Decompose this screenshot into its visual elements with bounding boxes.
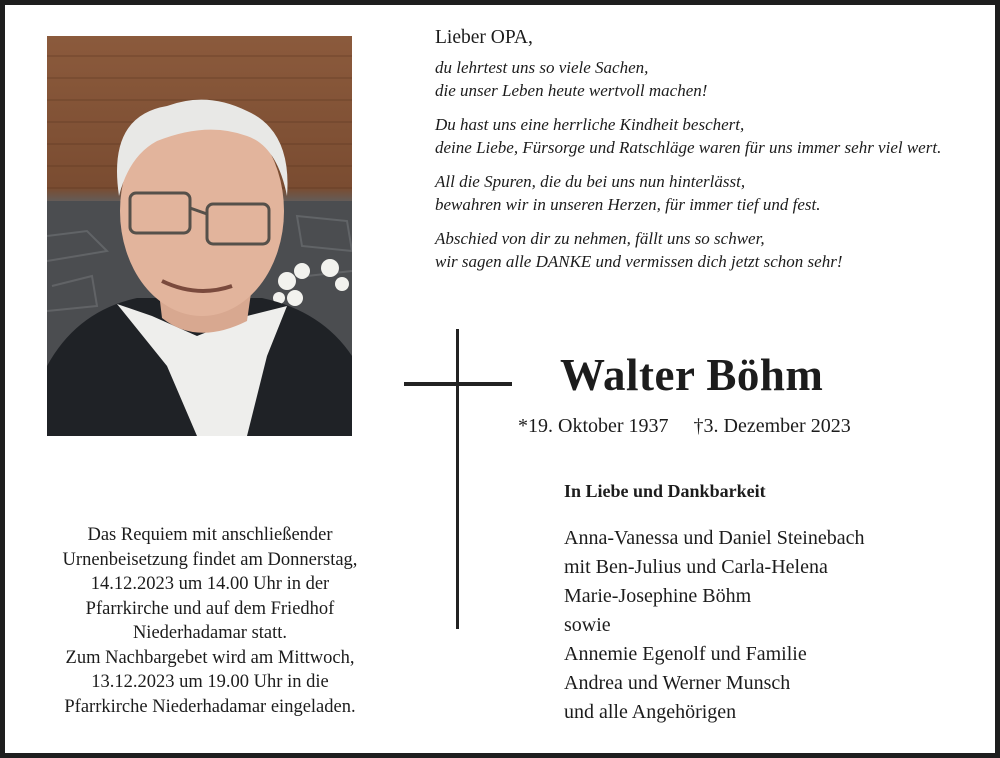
- portrait-photo: [47, 36, 352, 436]
- service-line: 13.12.2023 um 19.00 Uhr in die: [91, 672, 329, 692]
- poem-line: bewahren wir in unseren Herzen, für immer tief und fest.: [435, 194, 821, 214]
- service-line: Pfarrkirche Niederhadamar eingeladen.: [64, 696, 356, 717]
- poem-line: die unser Leben heute wertvoll machen!: [435, 80, 708, 100]
- farewell-poem: [435, 25, 975, 273]
- service-announcement: [25, 523, 395, 719]
- poem-line: deine Liebe, Fürsorge und Ratschläge waren für uns immer sehr viel wert.: [435, 137, 942, 157]
- service-line: 14.12.2023 um 14.00 Uhr in der: [90, 574, 330, 594]
- poem-line: du lehrtest uns so viele Sachen,: [435, 58, 649, 77]
- service-line: Urnenbeisetzung findet am Donnerstag,: [62, 549, 358, 570]
- mourners-heading: In Liebe und Dankbarkeit: [564, 481, 766, 501]
- mourners-list: [564, 524, 864, 727]
- service-line: Das Requiem mit anschließender: [87, 525, 333, 545]
- poem-line: Abschied von dir zu nehmen, fällt uns so schwer,: [435, 229, 765, 248]
- poem-stanza: [435, 114, 975, 159]
- life-dates: [518, 415, 851, 438]
- poem-stanza: [435, 171, 975, 216]
- mourner-line: Andrea und Werner Munsch: [564, 672, 791, 694]
- death-date: †3. Dezember 2023: [693, 415, 851, 437]
- service-line: Zum Nachbargebet wird am Mittwoch,: [65, 647, 355, 668]
- birth-date: *19. Oktober 1937: [518, 415, 669, 437]
- portrait-illustration: [47, 36, 352, 436]
- poem-line: Du hast uns eine herrliche Kindheit beschert,: [435, 115, 745, 134]
- cross-vertical-bar: [456, 329, 459, 629]
- mourner-line: Marie-Josephine Böhm: [564, 585, 752, 607]
- deceased-name: Walter Böhm: [560, 350, 824, 400]
- service-line: Niederhadamar statt.: [132, 623, 288, 643]
- poem-greeting: Lieber OPA,: [435, 27, 533, 48]
- cross-horizontal-bar: [404, 382, 512, 386]
- mourner-line: mit Ben-Julius und Carla-Helena: [564, 556, 828, 578]
- mourner-line: Anna-Vanessa und Daniel Steinebach: [564, 527, 865, 549]
- poem-stanza: [435, 57, 975, 102]
- mourner-line: und alle Angehörigen: [564, 701, 737, 723]
- obituary-notice: [5, 5, 995, 753]
- poem-line: wir sagen alle DANKE und vermissen dich jetzt schon sehr!: [435, 251, 843, 271]
- mourner-line: Annemie Egenolf und Familie: [564, 643, 807, 665]
- service-line: Pfarrkirche und auf dem Friedhof: [85, 598, 335, 619]
- mourner-line: sowie: [564, 614, 611, 636]
- poem-stanza: [435, 228, 975, 273]
- poem-line: All die Spuren, die du bei uns nun hinterlässt,: [435, 172, 746, 191]
